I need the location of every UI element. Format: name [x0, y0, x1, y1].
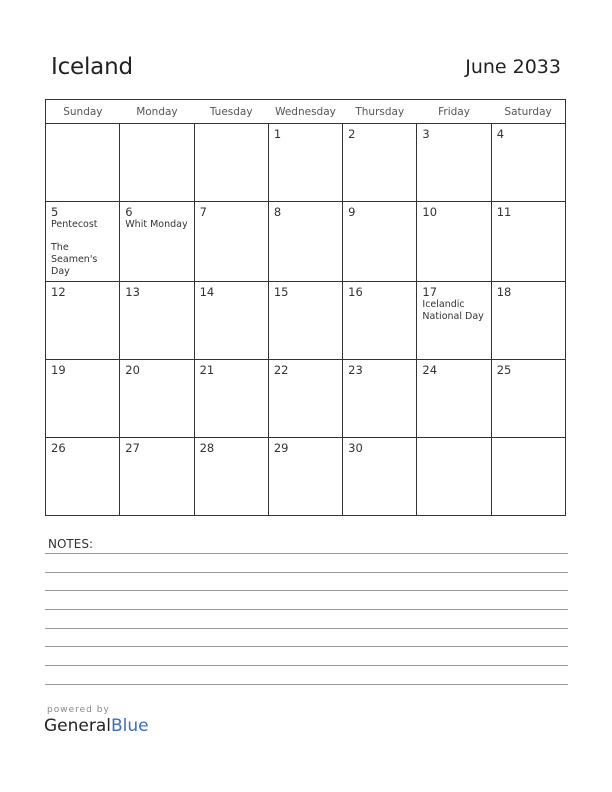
brand-logo	[44, 716, 149, 736]
calendar-grid	[45, 99, 566, 516]
weekday-header-row	[46, 100, 566, 124]
note-line	[45, 646, 568, 647]
brand-name-general: General	[44, 716, 111, 736]
day-number: 16	[348, 285, 363, 299]
day-cell	[343, 438, 417, 516]
day-number: 30	[348, 441, 363, 455]
holiday-label: Icelandic National Day	[422, 299, 484, 322]
calendar-country-title: Iceland	[51, 54, 133, 80]
day-cell	[46, 438, 120, 516]
weekday-header: Wednesday	[268, 100, 342, 124]
note-line	[45, 553, 568, 554]
weekday-header: Sunday	[46, 100, 120, 124]
day-cell	[417, 124, 491, 202]
day-cell	[120, 282, 194, 360]
day-cell	[120, 124, 194, 202]
day-number: 1	[273, 127, 282, 141]
day-cell	[268, 124, 342, 202]
day-cell	[491, 282, 565, 360]
day-cell	[268, 202, 342, 282]
day-cell	[120, 438, 194, 516]
day-number: 2	[348, 127, 356, 141]
day-cell	[268, 438, 342, 516]
day-number: 24	[422, 363, 438, 377]
day-cell	[491, 124, 565, 202]
day-cell	[46, 360, 120, 438]
day-cell	[194, 438, 268, 516]
day-cell	[268, 282, 342, 360]
note-line	[45, 684, 568, 685]
weekday-header: Monday	[120, 100, 194, 124]
day-number: 3	[422, 127, 430, 141]
week-row	[46, 124, 566, 202]
day-cell	[46, 124, 120, 202]
note-line	[45, 628, 568, 629]
day-number: 4	[496, 127, 505, 141]
day-number: 8	[273, 205, 282, 219]
note-line	[45, 609, 568, 610]
day-cell	[194, 202, 268, 282]
day-number: 6	[125, 205, 133, 219]
day-cell	[491, 360, 565, 438]
day-number: 14	[199, 285, 215, 299]
day-cell	[491, 438, 565, 516]
day-number: 18	[496, 285, 512, 299]
day-cell	[120, 202, 194, 282]
weekday-header: Friday	[417, 100, 491, 124]
brand-name-blue: Blue	[111, 716, 149, 736]
day-number: 9	[348, 205, 356, 219]
note-line	[45, 665, 568, 666]
day-number: 17	[422, 285, 438, 299]
day-number: 26	[51, 441, 66, 455]
day-number: 20	[125, 363, 140, 377]
day-cell	[194, 124, 268, 202]
day-cell	[417, 282, 491, 360]
day-number: 19	[51, 363, 66, 377]
day-number: 29	[273, 441, 289, 455]
note-line	[45, 590, 568, 591]
day-number: 11	[496, 205, 512, 219]
holiday-label: Pentecost	[51, 219, 98, 230]
day-cell	[46, 202, 120, 282]
day-cell	[120, 360, 194, 438]
day-number: 28	[199, 441, 215, 455]
week-row	[46, 438, 566, 516]
day-number: 15	[273, 285, 289, 299]
day-number: 27	[125, 441, 140, 455]
day-cell	[194, 360, 268, 438]
day-number: 13	[125, 285, 140, 299]
day-number: 12	[51, 285, 66, 299]
week-row	[46, 202, 566, 282]
weekday-header: Tuesday	[194, 100, 268, 124]
holiday-label: The Seamen's Day	[51, 242, 98, 277]
note-line	[45, 572, 568, 573]
day-number: 23	[348, 363, 363, 377]
day-number: 25	[496, 363, 512, 377]
day-number: 21	[199, 363, 215, 377]
day-cell	[343, 124, 417, 202]
day-cell	[343, 282, 417, 360]
powered-by-text: powered by	[47, 705, 110, 715]
day-cell	[417, 360, 491, 438]
calendar-month-title: June 2033	[465, 56, 561, 78]
notes-label: NOTES:	[48, 537, 93, 551]
day-cell	[268, 360, 342, 438]
week-row	[46, 360, 566, 438]
day-cell	[343, 202, 417, 282]
day-cell	[491, 202, 565, 282]
weekday-header: Thursday	[343, 100, 417, 124]
day-cell	[343, 360, 417, 438]
day-number: 5	[51, 205, 59, 219]
day-number: 22	[273, 363, 289, 377]
week-row	[46, 282, 566, 360]
day-cell	[417, 202, 491, 282]
day-cell	[194, 282, 268, 360]
day-cell	[46, 282, 120, 360]
holiday-label: Whit Monday	[125, 219, 188, 230]
weekday-header: Saturday	[491, 100, 565, 124]
day-number: 7	[199, 205, 207, 219]
day-number: 10	[422, 205, 438, 219]
day-cell	[417, 438, 491, 516]
